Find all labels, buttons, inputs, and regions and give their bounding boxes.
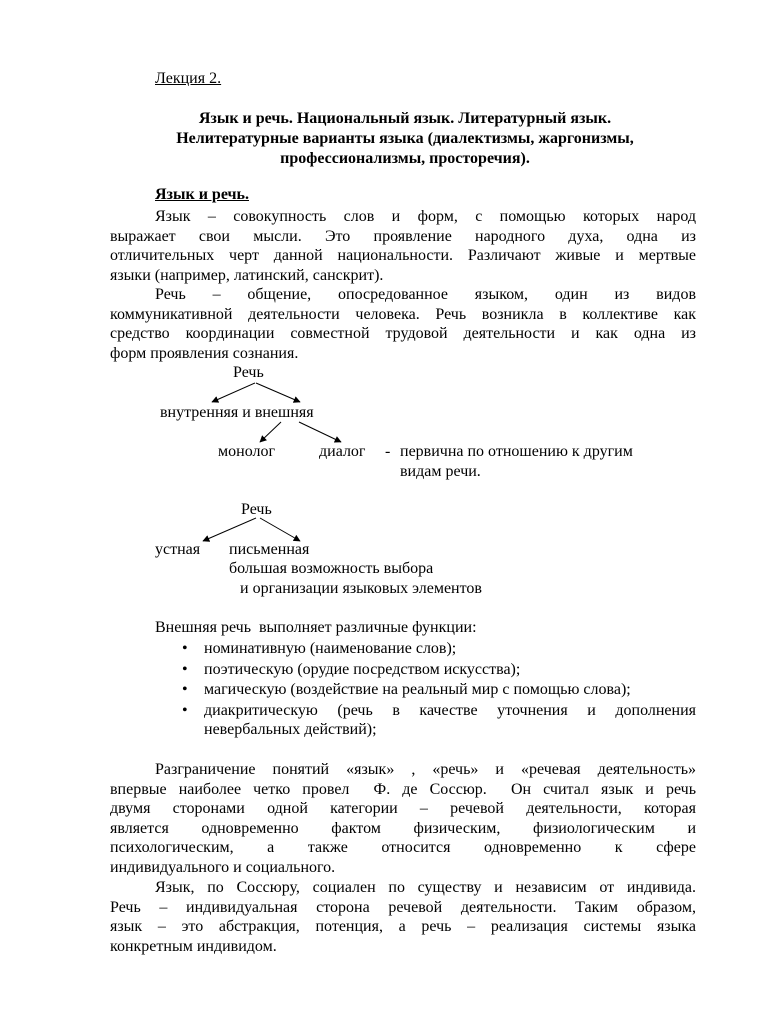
bullet-icon: • [182,640,188,657]
paragraph-line: коммуникативной деятельности человека. Речь возникла в коллективе как [110,305,696,323]
paragraph-line: является одновременно фактом физическим, физиологическим и [110,819,696,837]
diagram2-note-line: большая возможность выбора [229,560,434,577]
paragraph-line: Язык, по Соссюру, социален по существу и независим от индивида. [155,879,696,896]
arrow-outer-to-dialog [299,422,341,442]
arrow-speech-to-outer [256,383,300,402]
paragraph-line: двумя сторонами одной категории – речевой деятельности, которая [110,800,696,818]
arrow-speech-to-oral [203,518,256,541]
section-heading: Язык и речь. [155,186,249,203]
list-item [110,660,696,680]
list-item-text: диакритическую (речь в качестве уточнения и дополнения [204,701,696,719]
paragraph-line: средство координации совместной трудовой деятельности и как одна из [110,325,696,343]
diagram2-written: письменная [229,541,310,558]
paragraph-distinction [110,760,696,878]
list-item-text: номинативную (наименование слов); [204,640,457,657]
title-line: Нелитературные варианты языка (диалектизмы, жаргонизмы, [176,130,634,147]
arrow-speech-to-written [260,518,300,541]
diagram1-inner-outer: внутренняя и внешняя [160,404,314,421]
title-line: Язык и речь. Национальный язык. Литературный язык. [198,110,612,127]
title-line: профессионализмы, просторечия). [280,150,530,167]
list-item [110,680,696,700]
diagram1-dash: - [385,443,391,460]
arrow-outer-to-monolog [260,422,281,442]
bullet-icon: • [182,701,188,719]
functions-list [110,639,696,740]
arrow-speech-to-inner [212,383,255,402]
diagram2-oral: устная [155,541,201,558]
diagram2-note-line: и организации языковых элементов [240,580,482,597]
paragraph-line: языки (например, латинский, санскрит). [110,266,384,284]
paragraph-line: Разграничение понятий «язык» , «речь» и «речевая деятельность» [155,761,696,778]
diagram1-root: Речь [233,364,264,381]
bullet-icon: • [182,681,188,699]
list-item [110,639,696,659]
paragraph-saussure [110,878,696,956]
paragraph-line: индивидуального и социального. [110,858,336,876]
functions-intro: Внешняя речь выполняет различные функции: [155,619,477,636]
diagram1-note-line: первична по отношению к другим [400,443,633,460]
list-item-text: поэтическую (орудие посредством искусства); [204,660,521,678]
list-item-text: магическую (воздействие на реальный мир с помощью слова); [204,681,631,699]
paragraph-line: впервые наиболее четко провел Ф. де Соссюр. Он считал язык и речь [110,780,696,798]
paragraph-line: Язык – совокупность слов и форм, с помощью которых народ [155,208,696,225]
paragraph-line: Речь – общение, опосредованное языком, один из видов [155,286,696,303]
list-item-text: невербальных действий); [204,721,377,739]
paragraph-line: психологическим, а также относится одновременно к сфере [110,839,696,857]
paragraph-line: форм проявления сознания. [110,344,299,362]
list-item [110,701,696,740]
diagram1-dialog: диалог [319,443,366,460]
bullet-icon: • [182,660,188,678]
diagram1-note-line: видам речи. [400,463,481,480]
diagram1-monolog: монолог [218,443,276,460]
paragraph-line: язык – это абстракция, потенция, а речь – реализация системы языка [110,918,696,936]
paragraph-line: выражает свои мысли. Это проявление народного духа, одна из [110,227,696,245]
lecture-label: Лекция 2. [155,70,222,87]
paragraph-line: конкретным индивидом. [110,937,277,955]
diagram2-root: Речь [241,501,272,518]
paragraph-line: отличительных черт данной национальности. Различают живые и мертвые [110,247,696,265]
paragraph-line: Речь – индивидуальная сторона речевой деятельности. Таким образом, [110,898,696,916]
